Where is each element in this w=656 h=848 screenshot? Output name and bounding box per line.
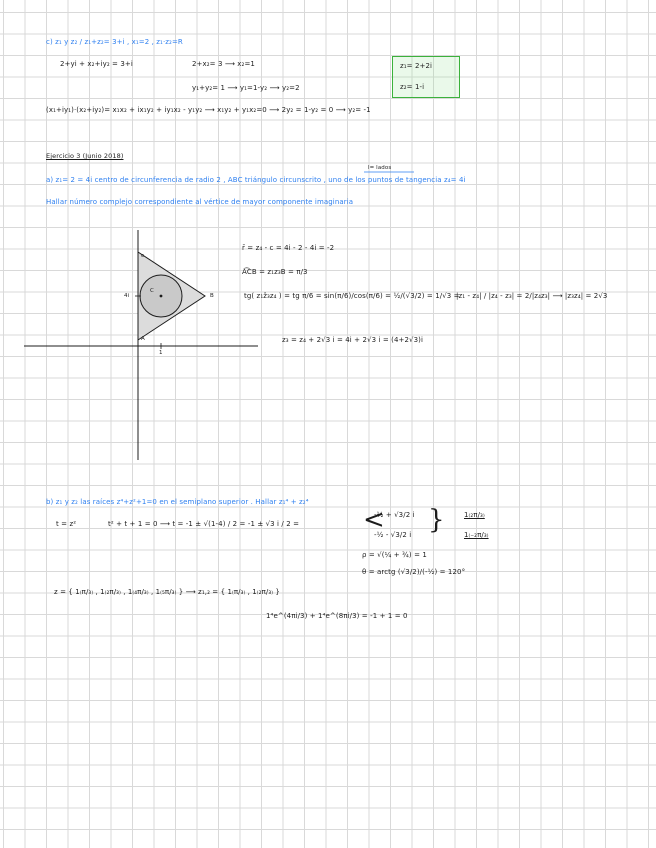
root-plus: -½ + √3/2 i: [374, 511, 415, 519]
label-y-tick: 4i: [124, 293, 130, 299]
exercise-header: Ejercicio 3 (Junio 2018): [46, 152, 124, 160]
z-set-line: z = { 1₍π/₃₎ , 1₍₂π/₃₎ , 1₍₄π/₃₎ , 1₍₅π/₃₎ } ⟶ z₁,₂ = { 1₍π/₃₎ , 1₍₂π/₃₎ }: [54, 588, 280, 596]
polar-plus: 1₍₂π/₃₎: [464, 511, 485, 519]
part-b-title: b) z₁ y z₂ las raíces z⁴+z²+1=0 en el semiplano superior . Hallar z₁⁴ + z₂⁴: [46, 498, 309, 506]
eq-tg-right: |z₁ - z₄| / |z₄ - z₃| = 2/|z₄z₃| ⟶ |z₃z₄| = 2√3: [456, 292, 608, 300]
answer-z2: z₂= 1-i: [400, 83, 425, 91]
part-a-line1: a) z₁= 2 = 4i centro de circunferencia de radio 2 , ABC triángulo circunscrito , uno de los puntos de tangencia z₄= 4i: [46, 176, 466, 184]
theta-line: θ = arctg (√3/2)/(-½) = 120°: [362, 568, 466, 576]
center-point: [160, 295, 163, 298]
overline-note: l= lados: [368, 165, 392, 171]
rho-line: ρ = √(¼ + ¾) = 1: [362, 551, 427, 559]
answer-z1: z₁= 2+2i: [400, 62, 433, 70]
eq-z3: z₃ = z₄ + 2√3 i = 4i + 2√3 i = (4+2√3)i: [282, 336, 424, 344]
eq-r: r̄ = z₄ - c = 4i - 2 - 4i = -2: [242, 244, 335, 252]
polar-minus: 1₍₋₂π/₃₎: [464, 531, 489, 539]
part-c-title: c) z₁ y z₂ / z₁+z₂= 3+i , x₁=2 , z₁·z₂=R: [46, 38, 183, 46]
part-a-line2: Hallar número complejo correspondiente al vértice de mayor componente imaginaria: [46, 198, 354, 206]
part-c-product-line: (x₁+iy₁)·(x₂+iy₂)= x₁x₂ + ix₁y₂ + iy₁x₂ - y₁y₂ ⟶ x₁y₂ + y₁x₂=0 ⟶ 2y₂ = 1-y₂ = 0 ⟶ y₂= -1: [46, 106, 371, 114]
part-b-quadratic: t² + t + 1 = 0 ⟶ t = -1 ± √(1-4) / 2 = -1 ± √3 i / 2 =: [108, 520, 300, 528]
root-minus: -½ - √3/2 i: [374, 531, 412, 539]
sum-result: 1⁴e^(4πi/3) + 1⁴e^(8πi/3) = -1 + 1 = 0: [266, 612, 408, 620]
label-b-vertex: B: [210, 293, 214, 299]
label-a-vertex: A: [141, 336, 145, 342]
label-center: C: [150, 288, 154, 294]
label-x-tick: 1: [159, 350, 163, 356]
part-c-eq2a: 2+x₂= 3 ⟶ x₂=1: [192, 60, 255, 68]
label-c-vertex: c: [141, 253, 145, 259]
eq-tg-left: tg( z₁ẑ₃z₄ ) = tg π/6 = sin(π/6)/cos(π/6) = ½/(√3/2) = 1/√3 =: [244, 292, 460, 300]
part-c-eq1: 2+yi + x₂+iy₂ = 3+i: [60, 60, 133, 68]
part-b-substitution: t = z²: [56, 520, 77, 528]
part-c-eq2b: y₁+y₂= 1 ⟶ y₁=1-y₂ ⟶ y₂=2: [192, 84, 300, 92]
eq-angle: A͡CB = z₁z₃B = π/3: [242, 268, 308, 276]
